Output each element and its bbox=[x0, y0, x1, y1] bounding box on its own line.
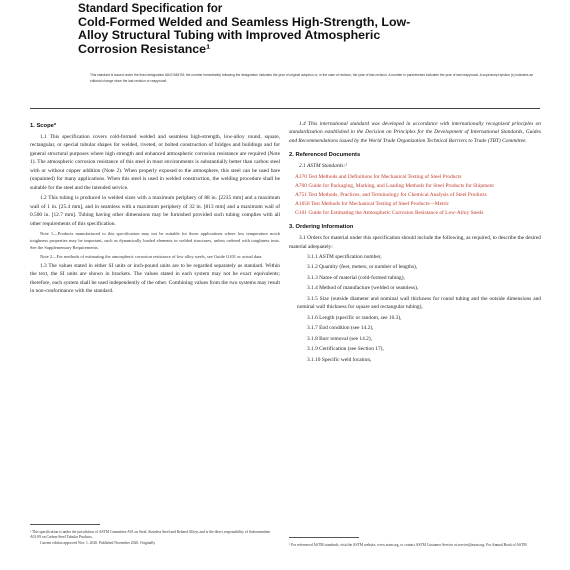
ordering-item: 3.1.7 End condition (see 14.2), bbox=[307, 325, 374, 332]
reference-title[interactable]: Test Methods for Mechanical Testing of Steel Products—Metric bbox=[310, 200, 450, 207]
ordering-item: 3.1.2 Quantity (feet, meters, or number of lengths), bbox=[307, 264, 418, 271]
document-title bbox=[78, 2, 498, 56]
paragraph-1-2: 1.2 This tubing is produced in welded sizes with a maximum periphery of 88 in. [2235 mm] and a maximum wall of 1 in. [25.4 mm], and in seamless with a maximum periphery of 32 in. [813 mm] and a maximum wall of 0.500 in. [12.7 mm]. Tubing having other dimensions may be furnished provided such tubing complies with all other requirements of this specification. bbox=[30, 195, 280, 227]
paragraph-1-4: 1.4 This international standard was developed in accordance with internationally recognized principles on standardization established in the Decision on Principles for the Development of International Standards, Guides and Recommendations issued by the World Trade Organization Technical Barriers to Trade (TBT) Committee. bbox=[289, 121, 541, 144]
reference-title[interactable]: Test Methods, Practices, and Terminology for Chemical Analysis of Steel Products bbox=[308, 191, 487, 198]
ordering-item: 3.1.3 Name of material (cold-formed tubing), bbox=[307, 274, 405, 281]
footnote-jurisdiction bbox=[30, 530, 280, 546]
ordering-item: 3.1.10 Specific weld location, bbox=[307, 356, 372, 363]
left-column bbox=[30, 120, 280, 298]
reference-item[interactable] bbox=[289, 209, 541, 217]
reference-title[interactable]: Test Methods and Definitions for Mechanical Testing of Steel Products bbox=[308, 173, 462, 180]
footnote-text: ¹ This specification is under the jurisdiction of ASTM Committee A01 on Steel, Stainless Steel and Related Alloys and is the direct responsibility of Subcommittee A01.09 on Carbon Steel Tubular Products. bbox=[30, 530, 271, 540]
section-heading-ordering: 3. Ordering Information bbox=[289, 224, 354, 231]
reference-title[interactable]: Guide for Estimating the Atmospheric Corrosion Resistance of Low-Alloy Steels bbox=[308, 209, 484, 216]
title-line: Standard Specification for bbox=[78, 2, 223, 15]
reference-item[interactable] bbox=[289, 191, 541, 199]
note-1: Note 1—Products manufactured to this specification may not be suitable for those applications where low temperature notch toughness properties may be important, such as dynamically loaded elements in welded structures, unless ordered with toughness tests. See the Supplementary Requirements. bbox=[30, 230, 280, 250]
reference-code[interactable]: A700 bbox=[295, 182, 307, 189]
reference-item[interactable] bbox=[289, 200, 541, 208]
section-heading-references: 2. Referenced Documents bbox=[289, 152, 361, 159]
title-line: Corrosion Resistance¹ bbox=[78, 41, 211, 56]
footnote-text: Current edition approved Nov. 1, 2020. Published November 2020. Originally bbox=[40, 540, 156, 545]
ordering-intro: 3.1 Orders for material under this specification should include the following, as required, to describe the desired material adequately: bbox=[289, 235, 541, 250]
reference-item[interactable] bbox=[289, 182, 541, 190]
footnote-references: ² For referenced ASTM standards, visit the ASTM website, www.astm.org, or contact ASTM Customer Service at service@astm.org. For Annual Book of ASTM bbox=[289, 543, 527, 547]
ordering-item: 3.1.9 Certification (see Section 17), bbox=[307, 346, 384, 353]
reference-code[interactable]: A370 bbox=[295, 173, 307, 180]
ordering-item: 3.1.6 Length (specific or random, see 10.3), bbox=[307, 314, 402, 321]
footnote-divider bbox=[30, 524, 100, 525]
designation-preface: This standard is issued under the fixed designation A847/A847M; the number immediately following the designation indicates the year of original adoption or, in the case of revision, the year of last revision. A number in parentheses indicates the year of last reapproval. A superscript epsilon (ε) indicates an editorial change since the last revision or reapproval. bbox=[90, 73, 534, 83]
reference-code[interactable]: A1058 bbox=[295, 200, 310, 207]
ordering-item: 3.1.1 ASTM specification number, bbox=[307, 253, 382, 260]
right-column bbox=[289, 120, 541, 366]
astm-standards-subheading: 2.1 ASTM Standards:² bbox=[299, 163, 347, 170]
reference-code[interactable]: A751 bbox=[295, 191, 307, 198]
footnote-divider bbox=[289, 537, 359, 538]
ordering-item: 3.1.8 Burr removal (see 14.2), bbox=[307, 335, 372, 342]
note-2: Note 2—For methods of estimating the atmospheric corrosion resistance of low alloy steels, see Guide G101 or actual data. bbox=[40, 253, 263, 259]
paragraph-1-1: 1.1 This specification covers cold-formed welded and seamless high-strength, low-alloy round, square, rectangular, or special tubular shapes for welded, riveted, or bolted construction of bridges and buildings and for general structural purposes where high strength and enhanced atmospheric corrosion resistance are required (Note 1). The atmospheric corrosion resistance of this steel in most environments is substantially better than carbon steel with or without copper addition (Note 2). When properly exposed to the atmosphere, this steel can be used bare (unpainted) for many applications. When this steel is used in welded construction, the welding procedure shall be suitable for the steel and the intended service. bbox=[30, 134, 280, 191]
reference-code[interactable]: G101 bbox=[295, 209, 307, 216]
header-divider bbox=[30, 108, 540, 109]
section-heading-scope: 1. Scope* bbox=[30, 123, 57, 129]
ordering-item: 3.1.5 Size (outside diameter and nominal wall thickness for round tubing and the outside dimensions and nominal wall thickness for square and rectangular tubing), bbox=[297, 295, 541, 311]
reference-item[interactable] bbox=[289, 173, 541, 181]
title-line: Alloy Structural Tubing with Improved Atmospheric bbox=[78, 28, 381, 43]
reference-title[interactable]: Guide for Packaging, Marking, and Loading Methods for Steel Products for Shipment bbox=[308, 182, 494, 189]
paragraph-1-3: 1.3 The values stated in either SI units or inch-pound units are to be regarded separately as standard. Within the text, the SI units are shown in brackets. The values stated in each system may not be exact equivalents; therefore, each system shall be used independently of the other. Combining values from the two systems may result in non-conformance with the standard. bbox=[30, 262, 280, 295]
ordering-item: 3.1.4 Method of manufacture (welded or seamless), bbox=[307, 285, 419, 292]
title-line: Cold-Formed Welded and Seamless High-Strength, Low- bbox=[78, 14, 411, 29]
